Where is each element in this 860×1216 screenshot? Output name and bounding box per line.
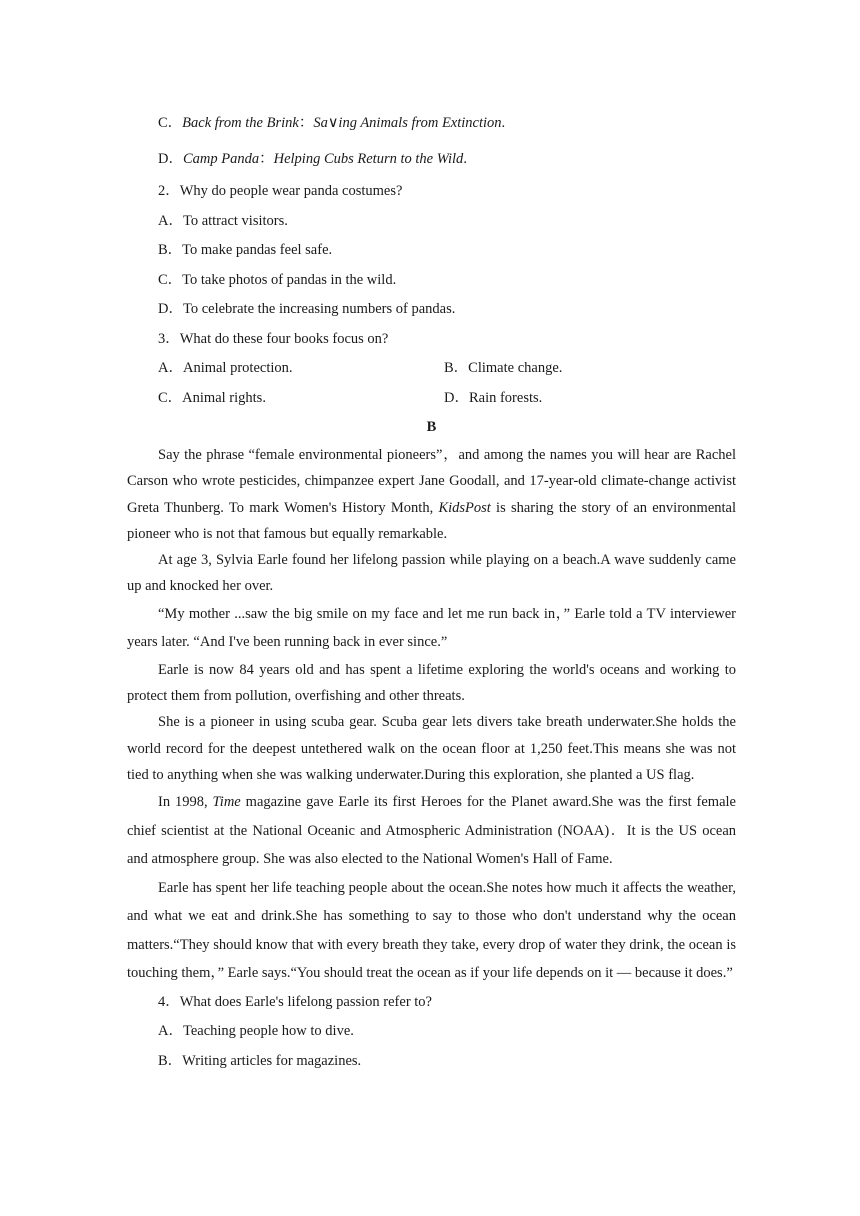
passage-paragraph-2: At age 3, Sylvia Earle found her lifelong passion while playing on a beach.A wave suddenly came up and knocked her over.	[127, 552, 736, 595]
passage-paragraph-5: She is a pioneer in using scuba gear. Scuba gear lets divers take breath underwater.She holds the world record for the deepest untethered walk on the ocean floor at 1,250 feet.This means she was not tied to anything when she was walking underwater.During this exploration, she planted a US flag.	[127, 714, 736, 783]
q2-option-a: A．To attract visitors.	[158, 212, 288, 229]
q3-option-b: B．Climate change.	[444, 360, 563, 376]
section-heading: B	[426, 419, 437, 435]
q1-option-d: D．Camp Panda：Helping Cubs Return to the Wild.	[158, 151, 467, 167]
document-page	[127, 105, 736, 1076]
q1-option-c: C．Back from the Brink：Sa∨ing Animals from Extinction.	[158, 115, 506, 131]
passage-paragraph-7: Earle has spent her life teaching people about the ocean.She notes how much it affects the weather, and what we eat and drink.She has something to say to those who don't understand why the ocean matters.“They should know that with every breath they take, every drop of water they drink, the ocean is touching them，” Earle says.“You should treat the ocean as if your life depends on it — because it does.”	[127, 879, 736, 982]
passage-paragraph-3: “My mother ...saw the big smile on my face and let me run back in，” Earle told a TV interviewer years later. “And I've been running back in ever since.”	[127, 605, 736, 651]
q4-stem: 4．What does Earle's lifelong passion refer to?	[158, 993, 432, 1010]
q4-option-b: B．Writing articles for magazines.	[158, 1052, 362, 1069]
q2-option-d: D．To celebrate the increasing numbers of pandas.	[158, 301, 456, 317]
q2-option-b: B．To make pandas feel safe.	[158, 242, 333, 258]
q4-option-a: A．Teaching people how to dive.	[158, 1023, 354, 1040]
q2-option-c: C．To take photos of pandas in the wild.	[158, 271, 397, 288]
passage-paragraph-1: Say the phrase “female environmental pioneers”，and among the names you will hear are Rachel Carson who wrote pesticides, chimpanzee expert Jane Goodall, and 17-year-old climate-change activist Greta Thunberg. To mark Women's History Month, KidsPost is sharing the story of an environmental pioneer who is not that famous but equally remarkable.	[127, 447, 737, 542]
passage-paragraph-4: Earle is now 84 years old and has spent a lifetime exploring the world's oceans and working to protect them from pollution, overfishing and other threats.	[127, 661, 736, 705]
q3-options-row-1	[127, 354, 736, 384]
q3-stem: 3．What do these four books focus on?	[158, 330, 389, 347]
passage-paragraph-6: In 1998, Time magazine gave Earle its first Heroes for the Planet award.She was the first female chief scientist at the National Oceanic and Atmospheric Administration (NOAA)．It is the US ocean and atmosphere group. She was also elected to the National Women's Hall of Fame.	[127, 794, 736, 868]
q3-options-row-2	[127, 384, 736, 414]
q3-option-d: D．Rain forests.	[444, 389, 543, 406]
q3-option-c: C．Animal rights.	[158, 389, 266, 406]
q2-stem: 2．Why do people wear panda costumes?	[158, 183, 403, 199]
q3-option-a: A．Animal protection.	[158, 360, 293, 376]
